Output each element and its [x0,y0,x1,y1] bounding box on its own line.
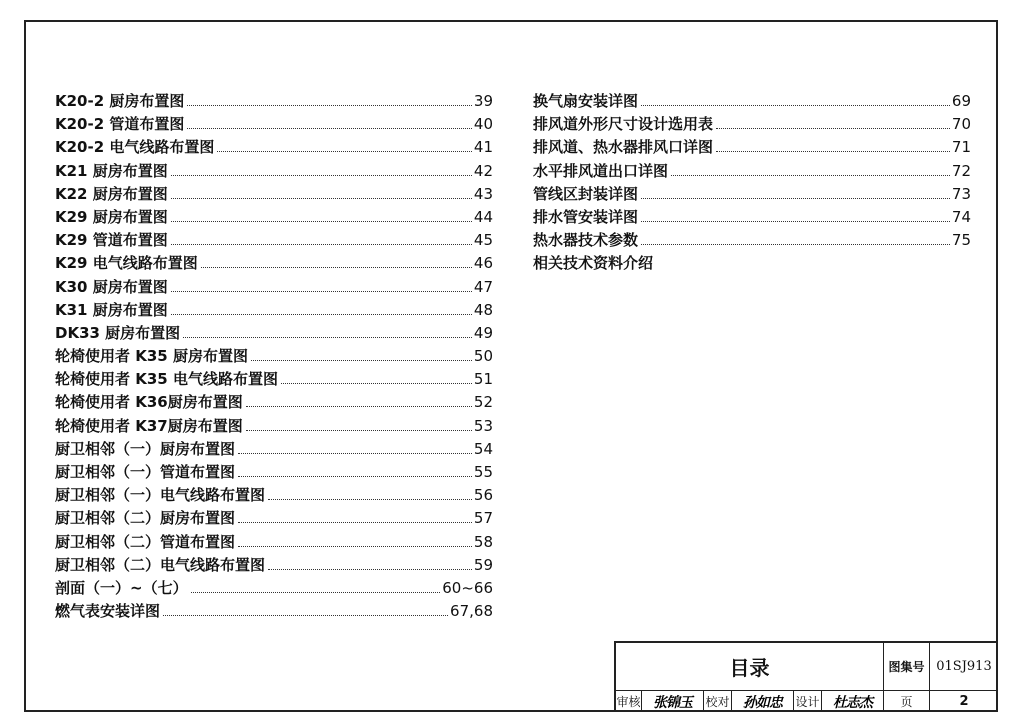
atlas-number: 01SJ913 [930,643,998,691]
toc-entry [55,113,493,136]
toc-leader-dots [201,267,472,268]
toc-entry-page: 73 [951,184,971,203]
toc-entry-page: 67,68 [450,602,493,621]
toc-entry [55,484,493,507]
toc-entry-title: 厨卫相邻（一）管道布置图 [55,463,236,481]
toc-entry-page: 75 [951,231,971,250]
toc-entry-page: 51 [473,370,493,389]
toc-left-column [55,90,493,623]
toc-entry-page: 42 [473,161,493,180]
toc-entry-page: 53 [473,416,493,435]
toc-entry-page: 47 [473,277,493,296]
toc-right-column [533,90,971,276]
page-number: 2 [959,694,969,709]
toc-entry-title: 厨卫相邻（二）电气线路布置图 [55,555,266,574]
toc-entry-title: 厨卫相邻（一）厨房布置图 [55,439,236,458]
toc-entry-page: 74 [951,207,971,226]
toc-leader-dots [641,221,950,222]
toc-entry-title: 排风道外形尺寸设计选用表 [533,115,714,134]
toc-entry [533,206,971,229]
toc-entry [55,299,493,322]
signature-row [616,691,998,712]
toc-entry-page: 70 [951,115,971,134]
toc-entry [55,136,493,159]
toc-entry-page: 57 [473,509,493,528]
toc-entry [55,438,493,461]
toc-leader-dots [187,105,472,106]
toc-leader-dots [171,175,472,176]
toc-entry-page: 69 [951,92,971,110]
review-label: 审核 [616,691,642,712]
toc-entry-title: 水平排风道出口详图 [533,161,669,180]
toc-entry-page: 55 [473,463,493,481]
toc-entry-page: 46 [473,254,493,273]
toc-leader-dots [641,105,950,106]
toc-entry-title: 轮椅使用者 K36厨房布置图 [55,393,243,412]
toc-leader-dots [246,430,472,431]
design-signature: 杜志杰 [822,691,884,712]
toc-entry [55,345,493,368]
toc-entry [55,531,493,554]
toc-entry-title: 管线区封装详图 [533,184,639,203]
check-label: 校对 [704,691,732,712]
toc-leader-dots [641,198,950,199]
toc-entry-title: K29 厨房布置图 [55,207,168,226]
toc-leader-dots [641,244,950,245]
toc-entry-title: K29 电气线路布置图 [55,254,198,273]
toc-entry-title: K31 厨房布置图 [55,300,168,319]
toc-entry-page: 60~66 [442,578,493,597]
toc-entry [533,136,971,159]
toc-leader-dots [238,476,472,477]
toc-entry [55,252,493,275]
toc-entry [55,322,493,345]
toc-entry-title: K21 厨房布置图 [55,161,168,180]
toc-entry-page: 44 [473,207,493,226]
toc-leader-dots [163,615,448,616]
toc-leader-dots [217,151,472,152]
toc-entry [55,183,493,206]
toc-entry-title: K29 管道布置图 [55,231,168,250]
check-signature: 孙如忠 [732,691,794,712]
toc-leader-dots [171,221,472,222]
toc-entry-title: DK33 厨房布置图 [55,323,181,342]
toc-entry-page: 45 [473,231,493,250]
toc-leader-dots [171,244,472,245]
toc-entry-page: 54 [473,439,493,458]
toc-entry [55,600,493,623]
toc-entry [55,461,493,484]
toc-leader-dots [238,546,472,547]
toc-leader-dots [251,360,472,361]
toc-entry-title: 排水管安装详图 [533,207,639,226]
toc-entry-page: 50 [473,347,493,366]
toc-entry [55,368,493,391]
toc-leader-dots [246,406,472,407]
toc-leader-dots [191,592,441,593]
toc-entry [55,160,493,183]
atlas-number-label: 图集号 [884,643,930,691]
toc-entry-page: 49 [473,323,493,342]
toc-entry-page: 59 [473,555,493,574]
toc-entry [533,113,971,136]
toc-entry [55,415,493,438]
toc-entry-page: 43 [473,184,493,203]
toc-leader-dots [238,453,472,454]
toc-entry [55,229,493,252]
toc-entry [55,276,493,299]
toc-entry-title: K30 厨房布置图 [55,277,168,296]
toc-entry-page: 71 [951,138,971,157]
toc-entry [55,206,493,229]
title-block [614,641,998,712]
toc-leader-dots [187,128,472,129]
toc-entry-title: 轮椅使用者 K35 厨房布置图 [55,347,248,366]
page-label: 页 [884,691,930,712]
toc-entry [533,183,971,206]
toc-entry-title: K20-2 管道布置图 [55,115,185,134]
toc-entry [55,507,493,530]
toc-entry-title: 轮椅使用者 K35 电气线路布置图 [55,370,278,389]
toc-leader-dots [268,499,472,500]
toc-leader-dots [671,175,950,176]
toc-entry-title: 换气扇安装详图 [533,92,639,110]
toc-leader-dots [171,198,472,199]
toc-entry-page: 58 [473,532,493,551]
drawing-title: 目录 [616,643,884,691]
design-label: 设计 [794,691,822,712]
toc-entry-title: 排风道、热水器排风口详图 [533,138,714,157]
toc-entry-page: 39 [473,92,493,110]
toc-leader-dots [281,383,472,384]
toc-entry-title: 厨卫相邻（一）电气线路布置图 [55,486,266,505]
toc-entry-page: 40 [473,115,493,134]
toc-entry [533,160,971,183]
toc-entry-page: 41 [473,138,493,157]
toc-entry [533,252,971,275]
toc-entry [55,90,493,113]
toc-entry-title: K20-2 电气线路布置图 [55,138,215,157]
toc-entry-page: 48 [473,300,493,319]
toc-entry-title: 相关技术资料介绍 [533,254,654,273]
toc-entry-title: K20-2 厨房布置图 [55,92,185,110]
toc-entry-title: 热水器技术参数 [533,231,639,250]
toc-entry [533,90,971,113]
toc-leader-dots [716,128,950,129]
toc-leader-dots [171,314,472,315]
toc-leader-dots [171,291,472,292]
toc-entry-title: 燃气表安装详图 [55,602,161,621]
toc-entry [55,554,493,577]
toc-entry-page: 52 [473,393,493,412]
toc-entry [55,391,493,414]
toc-leader-dots [268,569,472,570]
toc-entry [55,577,493,600]
toc-entry-title: 剖面（一）~（七） [55,578,188,597]
review-signature: 张锦玉 [642,691,704,712]
toc-entry-page: 72 [951,161,971,180]
toc-entry-title: K22 厨房布置图 [55,184,168,203]
toc-entry-title: 厨卫相邻（二）厨房布置图 [55,509,236,528]
toc-entry [533,229,971,252]
toc-entry-title: 厨卫相邻（二）管道布置图 [55,532,236,551]
toc-leader-dots [238,522,472,523]
toc-entry-page: 56 [473,486,493,505]
toc-leader-dots [183,337,472,338]
toc-entry-title: 轮椅使用者 K37厨房布置图 [55,416,243,435]
toc-leader-dots [716,151,950,152]
